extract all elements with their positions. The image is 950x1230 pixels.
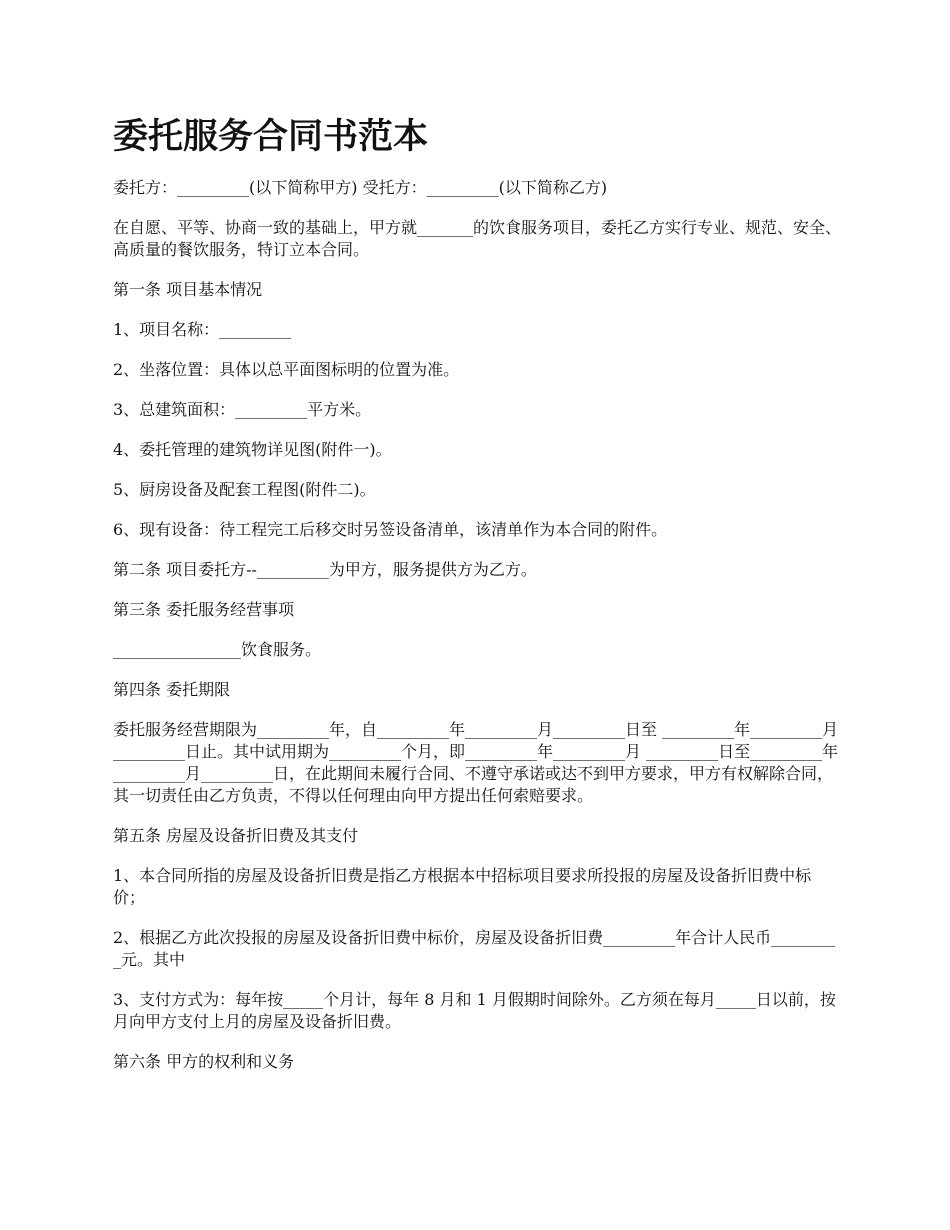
parties-line: 委托方：_________(以下简称甲方) 受托方：_________(以下简称乙方) xyxy=(113,178,608,197)
article-1-item-2: 2、坐落位置：具体以总平面图标明的位置为准。 xyxy=(113,360,460,379)
article-6-heading: 第六条 甲方的权利和义务 xyxy=(113,1052,295,1071)
article-1-item-3: 3、总建筑面积：_________平方米。 xyxy=(113,400,372,419)
document-title: 委托服务合同书范本 xyxy=(113,116,429,157)
article-1-item-5: 5、厨房设备及配套工程图(附件二)。 xyxy=(113,480,376,499)
article-5-item-1: 1、本合同所指的房屋及设备折旧费是指乙方根据本中招标项目要求所投报的房屋及设备折旧费中标价； xyxy=(113,866,812,907)
article-1-heading: 第一条 项目基本情况 xyxy=(113,280,263,299)
article-1-item-6: 6、现有设备：待工程完工后移交时另签设备清单，该清单作为本合同的附件。 xyxy=(113,520,668,539)
document-page xyxy=(113,108,843,1091)
article-3-content: ________________饮食服务。 xyxy=(113,640,322,659)
article-5-heading: 第五条 房屋及设备折旧费及其支付 xyxy=(113,826,359,845)
article-4-content: 委托服务经营期限为_________年，自_________年_________月_________日至 _________年_________月_________日止。其中试用期为_________个月，即_________年_________月 _________日至_________年_________月_________日，在此期间未履行合同、不遵守承诺或达不到甲方要求，甲方有权解除合同，其一切责任由乙方负责，不得以任何理由向甲方提出任何索赔要求。 xyxy=(113,720,839,805)
article-5-item-2: 2、根据乙方此次投报的房屋及设备折旧费中标价，房屋及设备折旧费_________年合计人民币_________元。其中 xyxy=(113,928,836,969)
article-1-item-1: 1、项目名称：_________ xyxy=(113,320,292,339)
article-1-item-4: 4、委托管理的建筑物详见图(附件一)。 xyxy=(113,440,392,459)
article-2-paragraph: 第二条 项目委托方--_________为甲方，服务提供方为乙方。 xyxy=(113,560,537,579)
article-3-heading: 第三条 委托服务经营事项 xyxy=(113,600,295,619)
article-5-item-3: 3、支付方式为：每年按_____个月计，每年 8 月和 1 月假期时间除外。乙方须在每月_____日以前，按月向甲方支付上月的房屋及设备折旧费。 xyxy=(113,990,836,1031)
article-4-heading: 第四条 委托期限 xyxy=(113,680,231,699)
preamble-paragraph: 在自愿、平等、协商一致的基础上，甲方就_______的饮食服务项目，委托乙方实行专业、规范、安全、高质量的餐饮服务，特订立本合同。 xyxy=(113,218,842,259)
